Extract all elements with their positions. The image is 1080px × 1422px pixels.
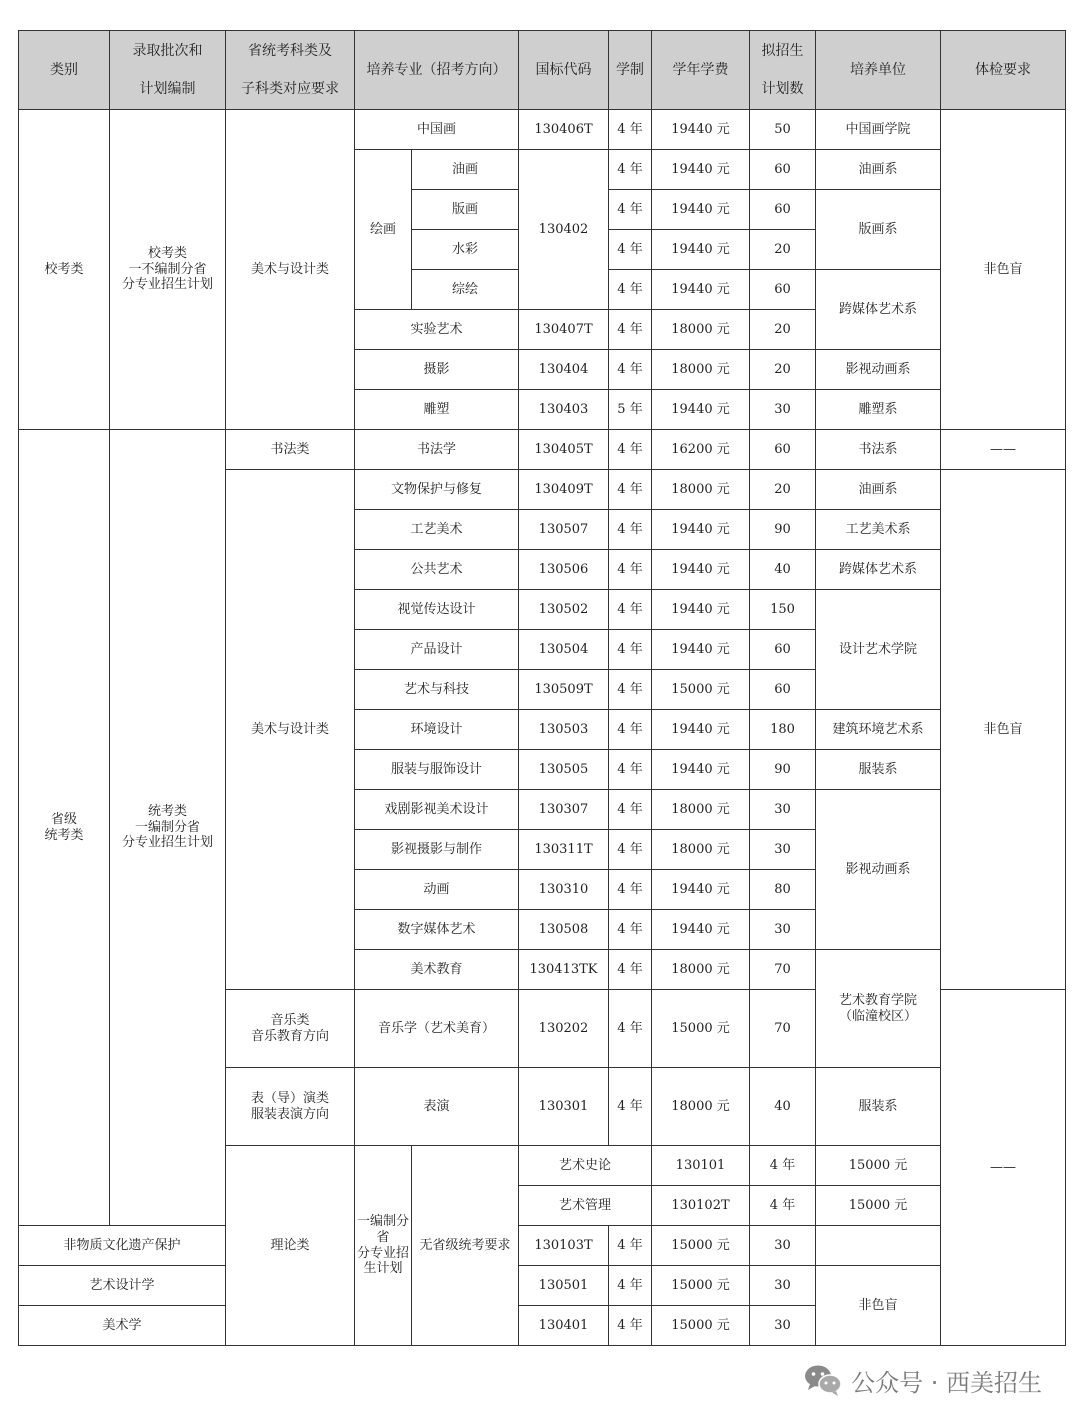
batch-line: 校考类 bbox=[147, 246, 187, 262]
header-tuition: 学年学费 bbox=[652, 31, 750, 110]
code-cell: 130202 bbox=[519, 990, 609, 1068]
quota-cell: 20 bbox=[750, 470, 816, 510]
quota-cell: 70 bbox=[750, 950, 816, 990]
header-duration: 学制 bbox=[609, 31, 652, 110]
major-cell: 艺术史论 bbox=[519, 1146, 652, 1186]
duration-cell: 4 年 bbox=[609, 270, 652, 310]
duration-cell: 4 年 bbox=[609, 470, 652, 510]
header-major: 培养专业（招考方向） bbox=[355, 31, 519, 110]
quota-cell: 70 bbox=[750, 990, 816, 1068]
major-cell: 工艺美术 bbox=[355, 510, 519, 550]
quota-cell: 50 bbox=[750, 110, 816, 150]
duration-cell: 4 年 bbox=[609, 310, 652, 350]
code-cell: 130301 bbox=[519, 1068, 609, 1146]
batch-cell bbox=[110, 430, 226, 1226]
unit-line: 艺术教育学院 bbox=[838, 992, 917, 1008]
duration-cell: 5 年 bbox=[609, 390, 652, 430]
unit-cell: 工艺美术系 bbox=[816, 510, 941, 550]
quota-cell: 60 bbox=[750, 150, 816, 190]
major-cell: 实验艺术 bbox=[355, 310, 519, 350]
duration-cell: 4 年 bbox=[609, 830, 652, 870]
major-cell: 视觉传达设计 bbox=[355, 590, 519, 630]
major-cell: 动画 bbox=[355, 870, 519, 910]
tuition-cell: 15000 元 bbox=[816, 1146, 941, 1186]
code-cell: 130413TK bbox=[519, 950, 609, 990]
major-cell: 油画 bbox=[412, 150, 519, 190]
subject-cell: 美术与设计类 bbox=[226, 110, 355, 430]
painting-group-cell: 绘画 bbox=[355, 150, 412, 310]
table-row bbox=[19, 430, 1066, 470]
quota-cell: 150 bbox=[750, 590, 816, 630]
subject-cell bbox=[226, 990, 355, 1068]
batch-line: 一编制分省 bbox=[134, 819, 200, 835]
code-cell: 130102T bbox=[652, 1186, 750, 1226]
tuition-cell: 18000 元 bbox=[652, 470, 750, 510]
major-cell: 公共艺术 bbox=[355, 550, 519, 590]
major-cell: 表演 bbox=[355, 1068, 519, 1146]
quota-cell: 20 bbox=[750, 230, 816, 270]
duration-cell: 4 年 bbox=[609, 630, 652, 670]
unit-cell: 油画系 bbox=[816, 150, 941, 190]
quota-cell: 60 bbox=[750, 270, 816, 310]
watermark-text: 公众号 · 西美招生 bbox=[851, 1368, 1042, 1397]
unit-cell: 书法系 bbox=[816, 430, 941, 470]
code-cell: 130402 bbox=[519, 150, 609, 310]
quota-cell: 60 bbox=[750, 190, 816, 230]
code-cell: 130310 bbox=[519, 870, 609, 910]
code-cell: 130505 bbox=[519, 750, 609, 790]
duration-cell: 4 年 bbox=[609, 150, 652, 190]
duration-cell: 4 年 bbox=[609, 870, 652, 910]
quota-cell: 180 bbox=[750, 710, 816, 750]
quota-cell: 30 bbox=[750, 1306, 816, 1346]
major-cell: 艺术设计学 bbox=[19, 1266, 226, 1306]
wechat-icon bbox=[803, 1363, 843, 1397]
unit-cell: 影视动画系 bbox=[816, 790, 941, 950]
unit-cell: 影视动画系 bbox=[816, 350, 941, 390]
batch-line: 分专业招生计划 bbox=[121, 277, 213, 293]
major-cell: 水彩 bbox=[412, 230, 519, 270]
category-cell: 校考类 bbox=[19, 110, 110, 430]
code-cell: 130507 bbox=[519, 510, 609, 550]
header-subject-line2: 子科类对应要求 bbox=[241, 81, 339, 97]
code-cell: 130401 bbox=[519, 1306, 609, 1346]
tuition-cell: 15000 元 bbox=[652, 1306, 750, 1346]
unit-cell bbox=[816, 950, 941, 1068]
quota-cell: 20 bbox=[750, 310, 816, 350]
tuition-cell: 19440 元 bbox=[652, 510, 750, 550]
code-cell: 130405T bbox=[519, 430, 609, 470]
unit-cell: 建筑环境艺术系 bbox=[816, 710, 941, 750]
tuition-cell: 19440 元 bbox=[652, 870, 750, 910]
tuition-cell: 15000 元 bbox=[652, 1266, 750, 1306]
duration-cell: 4 年 bbox=[609, 1226, 652, 1266]
code-cell: 130509T bbox=[519, 670, 609, 710]
major-cell: 美术教育 bbox=[355, 950, 519, 990]
unit-cell: 服装系 bbox=[816, 750, 941, 790]
tuition-cell: 15000 元 bbox=[652, 1226, 750, 1266]
major-cell: 综绘 bbox=[412, 270, 519, 310]
tuition-cell: 16200 元 bbox=[652, 430, 750, 470]
code-cell: 130501 bbox=[519, 1266, 609, 1306]
duration-cell: 4 年 bbox=[609, 950, 652, 990]
unit-cell: 服装系 bbox=[816, 1068, 941, 1146]
quota-cell: 30 bbox=[750, 790, 816, 830]
unit-cell: 雕塑系 bbox=[816, 390, 941, 430]
tuition-cell: 19440 元 bbox=[652, 750, 750, 790]
duration-cell: 4 年 bbox=[609, 190, 652, 230]
code-cell: 130311T bbox=[519, 830, 609, 870]
code-cell: 130307 bbox=[519, 790, 609, 830]
major-cell: 戏剧影视美术设计 bbox=[355, 790, 519, 830]
tuition-cell: 19440 元 bbox=[652, 150, 750, 190]
category-line: 省级 bbox=[50, 811, 77, 827]
major-cell: 环境设计 bbox=[355, 710, 519, 750]
tuition-cell: 18000 元 bbox=[652, 790, 750, 830]
batch-cell bbox=[355, 1146, 412, 1346]
code-cell: 130103T bbox=[519, 1226, 609, 1266]
major-cell: 中国画 bbox=[355, 110, 519, 150]
quota-cell: 30 bbox=[750, 1226, 816, 1266]
major-cell: 美术学 bbox=[19, 1306, 226, 1346]
code-cell: 130404 bbox=[519, 350, 609, 390]
code-cell: 130504 bbox=[519, 630, 609, 670]
quota-cell: 80 bbox=[750, 870, 816, 910]
major-cell: 非物质文化遗产保护 bbox=[19, 1226, 226, 1266]
duration-cell: 4 年 bbox=[609, 430, 652, 470]
major-cell: 艺术管理 bbox=[519, 1186, 652, 1226]
tuition-cell: 19440 元 bbox=[652, 230, 750, 270]
subject-line: 音乐教育方向 bbox=[250, 1028, 329, 1044]
batch-line: 统考类 bbox=[147, 804, 187, 820]
major-cell: 艺术与科技 bbox=[355, 670, 519, 710]
tuition-cell: 19440 元 bbox=[652, 390, 750, 430]
batch-cell bbox=[110, 110, 226, 430]
tuition-cell: 18000 元 bbox=[652, 1068, 750, 1146]
watermark bbox=[803, 1360, 1042, 1400]
quota-cell: 60 bbox=[750, 630, 816, 670]
subject-cell: 书法类 bbox=[226, 430, 355, 470]
category-cell: 理论类 bbox=[226, 1146, 355, 1346]
tuition-cell: 18000 元 bbox=[652, 950, 750, 990]
duration-cell: 4 年 bbox=[609, 510, 652, 550]
major-cell: 服装与服饰设计 bbox=[355, 750, 519, 790]
duration-cell: 4 年 bbox=[750, 1146, 816, 1186]
header-batch-line1: 录取批次和 bbox=[132, 43, 203, 59]
quota-cell: 60 bbox=[750, 430, 816, 470]
duration-cell: 4 年 bbox=[609, 910, 652, 950]
major-cell: 音乐学（艺术美育） bbox=[355, 990, 519, 1068]
quota-cell: 30 bbox=[750, 1266, 816, 1306]
code-cell: 130409T bbox=[519, 470, 609, 510]
batch-line: 分专业招生计划 bbox=[356, 1245, 409, 1277]
major-cell: 摄影 bbox=[355, 350, 519, 390]
code-cell: 130406T bbox=[519, 110, 609, 150]
unit-cell: 跨媒体艺术系 bbox=[816, 270, 941, 350]
quota-cell: 40 bbox=[750, 550, 816, 590]
code-cell: 130508 bbox=[519, 910, 609, 950]
code-cell: 130101 bbox=[652, 1146, 750, 1186]
tuition-cell: 18000 元 bbox=[652, 310, 750, 350]
table-row bbox=[19, 1266, 1066, 1306]
unit-cell: 油画系 bbox=[816, 470, 941, 510]
unit-cell: 中国画学院 bbox=[816, 110, 941, 150]
header-health: 体检要求 bbox=[941, 31, 1066, 110]
subject-line: 音乐类 bbox=[270, 1012, 310, 1028]
duration-cell: 4 年 bbox=[609, 710, 652, 750]
tuition-cell: 19440 元 bbox=[652, 190, 750, 230]
header-batch bbox=[110, 31, 226, 110]
unit-cell: 版画系 bbox=[816, 190, 941, 270]
header-quota bbox=[750, 31, 816, 110]
duration-cell: 4 年 bbox=[609, 550, 652, 590]
unit-line: （临潼校区） bbox=[838, 1008, 917, 1024]
duration-cell: 4 年 bbox=[609, 230, 652, 270]
header-subject-line1: 省统考科类及 bbox=[248, 43, 332, 59]
batch-line: 分专业招生计划 bbox=[121, 835, 213, 851]
tuition-cell: 19440 元 bbox=[652, 710, 750, 750]
unit-cell: 跨媒体艺术系 bbox=[816, 550, 941, 590]
quota-cell: 90 bbox=[750, 750, 816, 790]
tuition-cell: 18000 元 bbox=[652, 350, 750, 390]
major-cell: 影视摄影与制作 bbox=[355, 830, 519, 870]
duration-cell: 4 年 bbox=[609, 1266, 652, 1306]
subject-cell bbox=[226, 1068, 355, 1146]
major-cell: 数字媒体艺术 bbox=[355, 910, 519, 950]
header-unit: 培养单位 bbox=[816, 31, 941, 110]
duration-cell: 4 年 bbox=[609, 670, 652, 710]
code-cell: 130506 bbox=[519, 550, 609, 590]
duration-cell: 4 年 bbox=[609, 750, 652, 790]
major-cell: 产品设计 bbox=[355, 630, 519, 670]
category-line: 统考类 bbox=[44, 827, 84, 843]
duration-cell: 4 年 bbox=[750, 1186, 816, 1226]
health-cell: —— bbox=[941, 990, 1066, 1346]
header-code: 国标代码 bbox=[519, 31, 609, 110]
major-cell: 版画 bbox=[412, 190, 519, 230]
code-cell: 130403 bbox=[519, 390, 609, 430]
tuition-cell: 19440 元 bbox=[652, 110, 750, 150]
quota-cell: 90 bbox=[750, 510, 816, 550]
health-cell: 非色盲 bbox=[816, 1266, 941, 1346]
health-cell: 非色盲 bbox=[941, 470, 1066, 990]
tuition-cell: 18000 元 bbox=[652, 830, 750, 870]
code-cell: 130503 bbox=[519, 710, 609, 750]
health-cell: 非色盲 bbox=[941, 110, 1066, 430]
tuition-cell: 15000 元 bbox=[816, 1186, 941, 1226]
major-cell: 书法学 bbox=[355, 430, 519, 470]
batch-line: 一编制分省 bbox=[356, 1214, 409, 1245]
quota-cell: 20 bbox=[750, 350, 816, 390]
quota-cell: 60 bbox=[750, 670, 816, 710]
health-cell: —— bbox=[941, 430, 1066, 470]
tuition-cell: 15000 元 bbox=[652, 670, 750, 710]
quota-cell: 40 bbox=[750, 1068, 816, 1146]
header-batch-line2: 计划编制 bbox=[139, 81, 196, 97]
header-quota-line2: 计划数 bbox=[761, 81, 804, 97]
unit-cell: 设计艺术学院 bbox=[816, 590, 941, 710]
table-row bbox=[19, 1226, 1066, 1266]
tuition-cell: 15000 元 bbox=[652, 990, 750, 1068]
tuition-cell: 19440 元 bbox=[652, 550, 750, 590]
quota-cell: 30 bbox=[750, 910, 816, 950]
header-row bbox=[19, 31, 1066, 110]
table-row bbox=[19, 110, 1066, 150]
tuition-cell: 19440 元 bbox=[652, 270, 750, 310]
admissions-table bbox=[18, 30, 1066, 1346]
duration-cell: 4 年 bbox=[609, 1306, 652, 1346]
quota-cell: 30 bbox=[750, 830, 816, 870]
duration-cell: 4 年 bbox=[609, 590, 652, 630]
duration-cell: 4 年 bbox=[609, 1068, 652, 1146]
subject-cell: 美术与设计类 bbox=[226, 470, 355, 990]
tuition-cell: 19440 元 bbox=[652, 910, 750, 950]
header-category: 类别 bbox=[19, 31, 110, 110]
tuition-cell: 19440 元 bbox=[652, 590, 750, 630]
header-quota-line1: 拟招生 bbox=[761, 43, 804, 59]
duration-cell: 4 年 bbox=[609, 790, 652, 830]
code-cell: 130502 bbox=[519, 590, 609, 630]
header-subject bbox=[226, 31, 355, 110]
code-cell: 130407T bbox=[519, 310, 609, 350]
major-cell: 文物保护与修复 bbox=[355, 470, 519, 510]
tuition-cell: 19440 元 bbox=[652, 630, 750, 670]
batch-line: 一不编制分省 bbox=[128, 261, 207, 277]
subject-cell: 无省级统考要求 bbox=[412, 1146, 519, 1346]
subject-line: 服装表演方向 bbox=[250, 1106, 329, 1122]
duration-cell: 4 年 bbox=[609, 110, 652, 150]
major-cell: 雕塑 bbox=[355, 390, 519, 430]
subject-line: 表（导）演类 bbox=[250, 1090, 329, 1106]
category-cell bbox=[19, 430, 110, 1226]
duration-cell: 4 年 bbox=[609, 350, 652, 390]
quota-cell: 30 bbox=[750, 390, 816, 430]
duration-cell: 4 年 bbox=[609, 990, 652, 1068]
